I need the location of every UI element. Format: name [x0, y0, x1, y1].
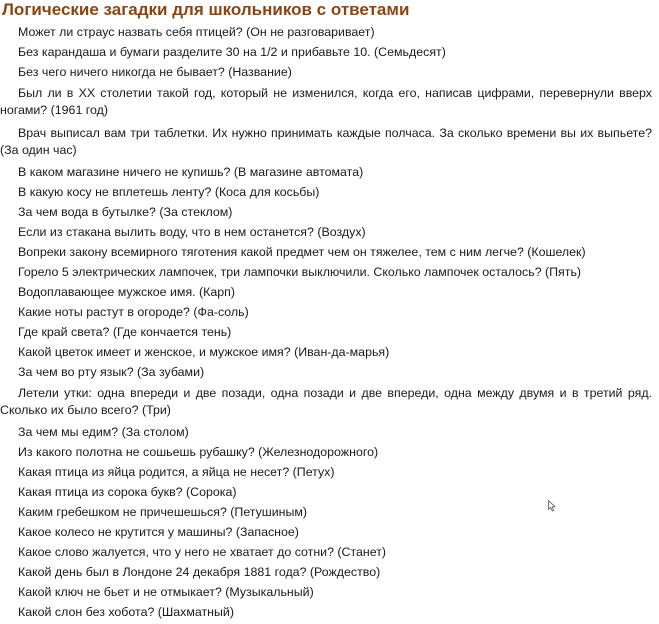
riddle-item: В какую косу не вплетешь ленту? (Коса для косьбы) [18, 185, 320, 199]
riddle-item: За чем во рту язык? (За зубами) [18, 365, 205, 379]
riddle-item: Каким гребешком не причешешься? (Петушиным) [18, 505, 308, 519]
riddle-item: Какие ноты растут в огороде? (Фа-соль) [18, 305, 249, 319]
riddle-item: Если из стакана вылить воду, что в нем останется? (Воздух) [18, 225, 366, 239]
riddle-item: Какое колесо не крутится у машины? (Запасное) [18, 525, 299, 539]
riddle-item: Может ли страус назвать себя птицей? (Он не разговаривает) [18, 25, 375, 39]
riddle-item: За чем вода в бутылке? (За стеклом) [18, 205, 233, 219]
riddle-item: Был ли в XX столетии такой год, который не изменился, когда его, написав цифрами, перевернули вверх ногами? (1961 год) [0, 86, 652, 117]
riddle-item: Вопреки закону всемирного тяготения какой предмет чем он тяжелее, тем с ним легче? (Кошелек) [18, 245, 586, 259]
riddle-item: Какой день был в Лондоне 24 декабря 1881 года? (Рождество) [18, 565, 381, 579]
riddle-item: Какая птица из сорока букв? (Сорока) [18, 485, 237, 499]
riddle-item: Горело 5 электрических лампочек, три лампочки выключили. Сколько лампочек осталось? (Пять) [18, 265, 582, 279]
riddle-list [0, 24, 652, 624]
mouse-cursor-icon [548, 500, 556, 512]
riddle-item: Водоплавающее мужское имя. (Карп) [18, 285, 235, 299]
riddle-item: Какой ключ не бьет и не отмыкает? (Музыкальный) [18, 585, 314, 599]
riddle-item: Где край света? (Где кончается тень) [18, 325, 232, 339]
riddle-item: Из какого полотна не сошьешь рубашку? (Железнодорожного) [18, 445, 379, 459]
riddle-item: Врач выписал вам три таблетки. Их нужно принимать каждые полчаса. За сколько времени вы их выпьете? (За один час) [0, 126, 652, 157]
page-title: Логические загадки для школьников с ответами [2, 0, 410, 19]
riddle-item: В каком магазине ничего не купишь? (В магазине автомата) [18, 165, 364, 179]
riddle-item: Какое слово жалуется, что у него не хватает до сотни? (Станет) [18, 545, 387, 559]
riddle-item: За чем мы едим? (За столом) [18, 425, 189, 439]
riddle-item: Какой цветок имеет и женское, и мужское имя? (Иван-да-марья) [18, 345, 390, 359]
riddle-item: Летели утки: одна впереди и две позади, одна позади и две впереди, одна между двумя и в третий ряд. Сколько их было всего? (Три) [0, 386, 652, 417]
riddle-item: Какой слон без хобота? (Шахматный) [18, 605, 234, 619]
riddle-item: Без карандаша и бумаги разделите 30 на 1/2 и прибавьте 10. (Семьдесят) [18, 45, 446, 59]
riddle-item: Какая птица из яйца родится, а яйца не несет? (Петух) [18, 465, 335, 479]
riddle-item: Без чего ничего никогда не бывает? (Название) [18, 65, 292, 79]
